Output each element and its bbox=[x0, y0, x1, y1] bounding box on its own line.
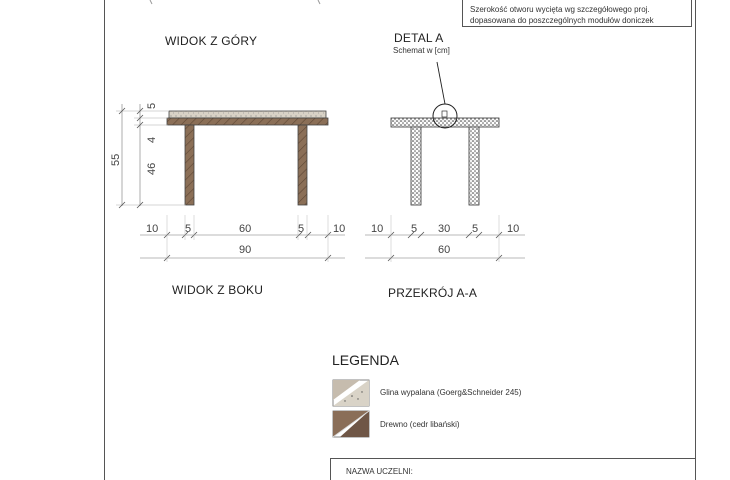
section-dim-h-4: 5 bbox=[472, 223, 479, 235]
side-dim-h-1: 10 bbox=[146, 223, 159, 235]
side-view-title: WIDOK Z BOKU bbox=[172, 283, 264, 297]
title-block-label: NAZWA UCZELNI: bbox=[346, 467, 413, 476]
legend-title: LEGENDA bbox=[332, 352, 399, 368]
side-clay-top bbox=[169, 111, 326, 118]
legend-swatches bbox=[333, 380, 369, 437]
top-view-fragment bbox=[150, 0, 320, 4]
side-dim-h-4: 5 bbox=[298, 223, 305, 235]
side-dim-v-3: 46 bbox=[146, 162, 158, 175]
legend-swatch-wood bbox=[333, 411, 369, 437]
section-title: PRZEKRÓJ A-A bbox=[388, 286, 478, 300]
section-dim-h-2: 5 bbox=[411, 223, 418, 235]
side-dim-h-3: 60 bbox=[239, 223, 252, 235]
detail-title: DETAL A bbox=[394, 31, 444, 45]
note-line-2: dopasowana do poszczególnych modułów doniczek bbox=[470, 16, 654, 25]
side-dim-v-1: 5 bbox=[146, 102, 158, 109]
side-wood-board bbox=[167, 118, 328, 125]
side-leg-left bbox=[185, 125, 194, 205]
side-dim-h-5: 10 bbox=[333, 223, 346, 235]
side-dim-h-2: 5 bbox=[185, 223, 192, 235]
side-dim-total-width: 90 bbox=[239, 244, 252, 256]
section-dim-h-1: 10 bbox=[371, 223, 384, 235]
side-dim-total-height: 55 bbox=[110, 153, 122, 166]
legend-swatch-clay bbox=[333, 380, 369, 406]
legend-item-wood: Drewno (cedr libański) bbox=[380, 420, 460, 429]
note-line-1: Szerokość otworu wycięta wg szczegółowego proj. bbox=[470, 5, 650, 14]
section-dim-h-3: 30 bbox=[438, 223, 451, 235]
section-leg-left bbox=[411, 127, 421, 205]
legend-item-clay: Glina wypalana (Goerg&Schneider 245) bbox=[380, 388, 522, 397]
side-view bbox=[116, 104, 345, 262]
section-dim-h-5: 10 bbox=[507, 223, 520, 235]
section-top bbox=[391, 118, 499, 127]
section-leg-right bbox=[469, 127, 479, 205]
side-dim-v-2: 4 bbox=[146, 136, 158, 143]
side-leg-right bbox=[298, 125, 307, 205]
top-view-title: WIDOK Z GÓRY bbox=[165, 34, 258, 48]
section-dim-total-width: 60 bbox=[438, 244, 451, 256]
detail-subtitle: Schemat w [cm] bbox=[393, 46, 450, 55]
